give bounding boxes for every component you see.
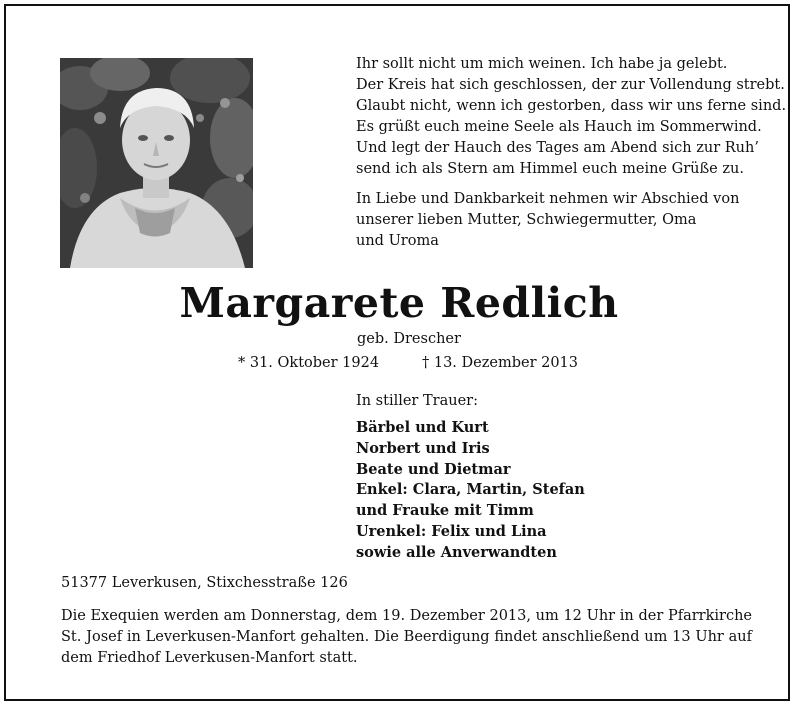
obituary-frame bbox=[4, 4, 790, 701]
poem-line: Es grüßt euch meine Seele als Hauch im Sommerwind. bbox=[356, 119, 762, 135]
mourner-line: sowie alle Anverwandten bbox=[356, 543, 557, 561]
farewell-intro bbox=[356, 189, 776, 252]
death-date: † 13. Dezember 2013 bbox=[422, 355, 579, 371]
intro-line: In Liebe und Dankbarkeit nehmen wir Abschied von bbox=[356, 191, 740, 207]
mourner-line: Enkel: Clara, Martin, Stefan bbox=[356, 481, 585, 499]
poem-line: Der Kreis hat sich geschlossen, der zur Vollendung strebt. bbox=[356, 77, 785, 93]
poem-line: Und legt der Hauch des Tages am Abend sich zur Ruh’ bbox=[356, 140, 759, 156]
mourner-line: und Frauke mit Timm bbox=[356, 502, 534, 520]
mourners-list bbox=[356, 418, 585, 564]
poem-line: Ihr sollt nicht um mich weinen. Ich habe ja gelebt. bbox=[356, 56, 728, 72]
mourners-title: In stiller Trauer: bbox=[356, 393, 478, 409]
family-address: 51377 Leverkusen, Stixchesstraße 126 bbox=[61, 575, 348, 591]
mourner-line: Urenkel: Felix und Lina bbox=[356, 522, 547, 540]
funeral-notice: Die Exequien werden am Donnerstag, dem 19. Dezember 2013, um 12 Uhr in der Pfarrkirche St. Josef in Leverkusen-Manfort gehalten. Die Beerdigung findet anschließend um 13 Uhr auf dem Friedhof Leverkusen-Manfort statt. bbox=[61, 608, 752, 666]
poem-line: Glaubt nicht, wenn ich gestorben, dass wir uns ferne sind. bbox=[356, 98, 787, 114]
mourner-line: Norbert und Iris bbox=[356, 439, 490, 457]
deceased-name: Margarete Redlich bbox=[179, 279, 619, 327]
intro-line: und Uroma bbox=[356, 233, 439, 249]
mourner-line: Bärbel und Kurt bbox=[356, 419, 489, 436]
birth-name: geb. Drescher bbox=[357, 331, 461, 347]
mourner-line: Beate und Dietmar bbox=[356, 460, 511, 478]
birth-date: * 31. Oktober 1924 bbox=[238, 355, 380, 371]
poem-block bbox=[356, 54, 787, 252]
portrait-image bbox=[60, 58, 253, 268]
portrait-photo bbox=[60, 58, 253, 268]
intro-line: unserer lieben Mutter, Schwiegermutter, Oma bbox=[356, 212, 697, 228]
poem-line: send ich als Stern am Himmel euch meine Grüße zu. bbox=[356, 161, 744, 177]
